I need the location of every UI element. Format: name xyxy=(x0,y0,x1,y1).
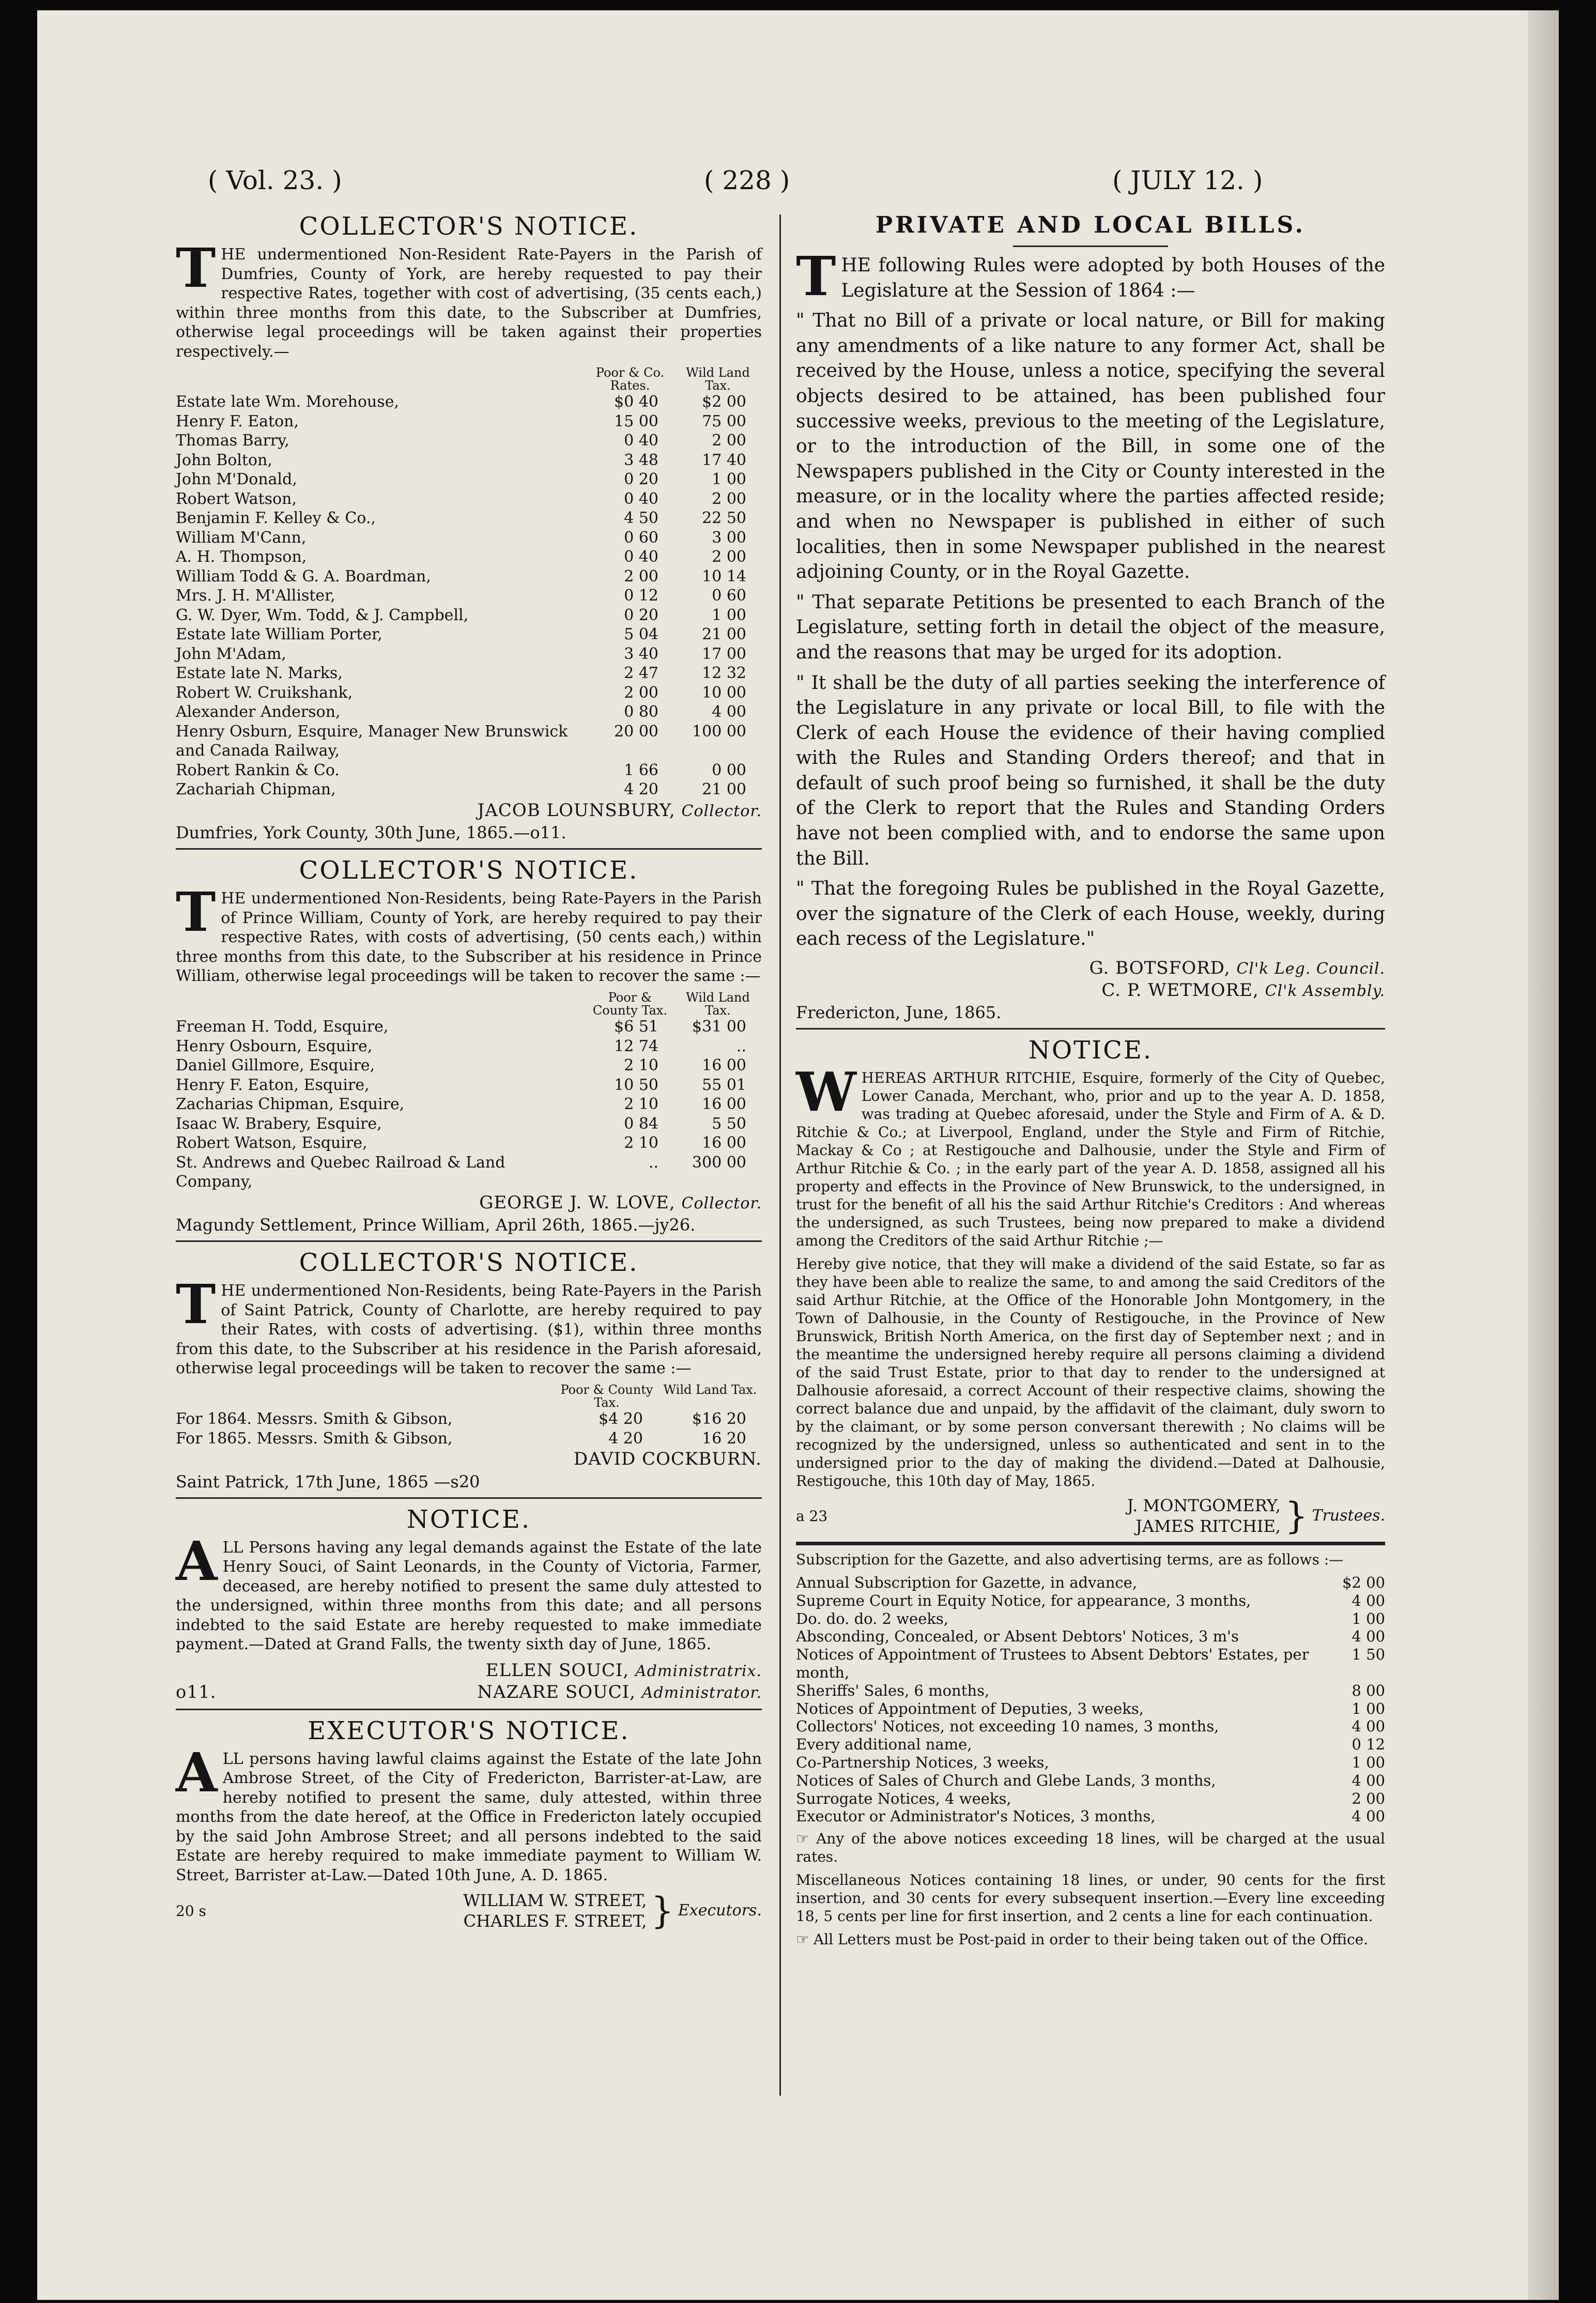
rule-paragraph: " That the foregoing Rules be published in the Royal Gazette, over the signature of the Clerk of each House, weekly, during each recess of the Legislature." xyxy=(796,878,1385,950)
signer-name: G. BOTSFORD, xyxy=(1089,958,1231,979)
notice-body: Hereby give notice, that they will make a dividend of the said Estate, so far as they have been able to realize the same, to and among the said Creditors of the said Arthur Ritchie, at the Office of the Honorable John Montgomery, in the Town of Dalhousie, in the County of Restigouche, in the Province of New Brunswick, British North America, on the first day of September next ; and in the meantime the undersigned hereby require all persons claiming a dividend of the said Trust Estate, prior to that day to render to the undersigned at Dalhousie aforesaid, a correct Account of their respective claims, showing the correct balance due and unpaid, by the affidavit of the claimant, duly sworn to by the claimant, or by some person conversant therewith ; No claims will be recognized by the undersigned, unless so authenticated and sent in to the undersigned prior to the day of making the dividend.—Dated at Dalhousie, Restigouche, this 10th day of May, 1865. xyxy=(796,1255,1385,1490)
amount-cell: 4 00 xyxy=(1352,1591,1385,1609)
brace: } xyxy=(1284,1495,1308,1538)
amount-cell: 21 00 xyxy=(702,625,746,644)
name-cell: Collectors' Notices, not exceeding 10 names, 3 months, xyxy=(796,1717,1219,1736)
signer-name: JACOB LOUNSBURY, xyxy=(477,800,676,821)
column-header: Wild Land Tax. xyxy=(686,365,750,393)
executors-notice xyxy=(176,1715,762,1932)
amount-cell: 4 00 xyxy=(1352,1807,1385,1825)
amount-cell: $6 51 xyxy=(614,1018,658,1036)
signer-role: Administratrix. xyxy=(635,1662,762,1680)
column-header: Poor & Co. Rates. xyxy=(595,365,665,393)
name-cell: Zacharias Chipman, Esquire, xyxy=(176,1095,405,1114)
table-row xyxy=(176,1076,762,1095)
notice-text: HE following Rules were adopted by both Houses of the Legislature at the Session of 1864 :— xyxy=(841,255,1385,301)
name-cell: Annual Subscription for Gazette, in advance, xyxy=(796,1574,1138,1592)
table-row xyxy=(796,1807,1385,1825)
pointing-hand-icon: ☞ xyxy=(796,1931,809,1948)
page-number: ( 228 ) xyxy=(704,165,790,195)
notice-text: LL persons having lawful claims against the Estate of the late John Ambrose Street, of the City of Fredericton, Barrister-at-Law, are hereby notified to present the same, duly attested, within three months from the date hereof, at the Office in Fredericton lately occupied by the said John Ambrose Street; and all persons indebted to the said Estate are hereby required to make immediate payment to William W. Street, Barrister at-Law.—Dated 10th June, A. D. 1865. xyxy=(176,1749,762,1884)
terms-note: Miscellaneous Notices containing 18 lines, or under, 90 cents for the first insertion, and 30 cents for every subsequent insertion.—Every line exceeding 18, 5 cents per line for first insertion, and 2 cents a line for each continuation. xyxy=(796,1871,1385,1925)
amount-cell: 0 60 xyxy=(624,528,658,547)
signer-name: GEORGE J. W. LOVE, xyxy=(479,1192,676,1213)
table-row xyxy=(176,1133,762,1153)
table-row xyxy=(796,1736,1385,1754)
pointing-hand-icon: ☞ xyxy=(796,1830,809,1848)
column-header: Poor & County Tax. xyxy=(592,990,668,1018)
insertion-code: 20 s xyxy=(176,1902,206,1920)
signer-name: ELLEN SOUCI, xyxy=(485,1660,630,1681)
divider xyxy=(1013,245,1168,247)
name-cell: Thomas Barry, xyxy=(176,432,289,450)
table-row xyxy=(176,761,762,780)
amount-cell: 1 00 xyxy=(1352,1754,1385,1771)
name-cell: William Todd & G. A. Boardman, xyxy=(176,567,431,586)
table-row xyxy=(796,1772,1385,1790)
insertion-code: o11. xyxy=(176,1682,217,1703)
table-row xyxy=(796,1592,1385,1610)
name-cell: Daniel Gillmore, Esquire, xyxy=(176,1056,375,1075)
adjacent-page-edge xyxy=(1528,10,1559,2300)
drop-cap: T xyxy=(176,236,216,300)
terms-note xyxy=(796,1930,1385,1948)
table-row xyxy=(796,1646,1385,1682)
name-cell: Notices of Appointment of Deputies, 3 weeks, xyxy=(796,1699,1144,1717)
table-row xyxy=(796,1700,1385,1718)
notice-title: EXECUTOR'S NOTICE. xyxy=(308,1716,630,1745)
table-row xyxy=(176,1095,762,1114)
notice-title: COLLECTOR'S NOTICE. xyxy=(299,856,639,885)
name-cell: William M'Cann, xyxy=(176,528,306,547)
signer-role: Cl'k Assembly. xyxy=(1265,981,1385,1000)
divider xyxy=(176,848,762,850)
signature-block xyxy=(176,1890,762,1931)
column-header: Wild Land Tax. xyxy=(686,990,750,1018)
table-row xyxy=(176,722,762,761)
amount-cell: 10 14 xyxy=(702,567,746,586)
divider xyxy=(176,1497,762,1499)
name-cell: Estate late N. Marks, xyxy=(176,664,343,683)
notice-ritchie-estate xyxy=(796,1035,1385,1537)
signer-name: WILLIAM W. STREET, xyxy=(463,1891,647,1911)
signature xyxy=(176,1660,762,1682)
column-header: Poor & County Tax. xyxy=(560,1382,653,1410)
dateline: Magundy Settlement, Prince William, April 26th, 1865.—jy26. xyxy=(176,1215,696,1235)
rates-table xyxy=(176,991,762,1192)
amount-cell: 2 00 xyxy=(712,548,746,566)
notice-text: HE undermentioned Non-Resident Rate-Payers in the Parish of Dumfries, County of York, are hereby requested to pay their respective Rates, together with cost of advertising, (35 cents each,) within three months from this date, to the Subscriber at Dumfries, otherwise legal proceedings will be taken against their properties respectively.— xyxy=(176,245,762,361)
column-divider xyxy=(779,214,781,2096)
amount-cell: 4 00 xyxy=(712,703,746,721)
amount-cell: 1 00 xyxy=(1352,1699,1385,1717)
name-cell: Henry F. Eaton, Esquire, xyxy=(176,1076,370,1094)
collector-notice-prince-william xyxy=(176,855,762,1235)
amount-cell: 5 50 xyxy=(712,1114,746,1133)
table-row xyxy=(176,470,762,489)
amount-cell: 1 00 xyxy=(712,470,746,489)
amount-cell: 16 00 xyxy=(702,1095,746,1114)
signer-role: Trustees. xyxy=(1312,1507,1385,1525)
table-row xyxy=(796,1574,1385,1592)
amount-cell: 10 00 xyxy=(702,683,746,702)
terms-note xyxy=(796,1830,1385,1866)
signer-name: CHARLES F. STREET, xyxy=(463,1911,647,1931)
name-cell: Absconding, Concealed, or Absent Debtors' Notices, 3 m's xyxy=(796,1628,1239,1646)
table-header-row xyxy=(176,991,762,1017)
table-row xyxy=(176,509,762,528)
amount-cell: 4 00 xyxy=(1352,1628,1385,1646)
amount-cell: 4 50 xyxy=(624,509,658,528)
amount-cell: $2 00 xyxy=(702,393,746,411)
table-row xyxy=(176,1114,762,1134)
table-row xyxy=(176,702,762,722)
amount-cell: 75 00 xyxy=(702,412,746,431)
amount-cell: 55 01 xyxy=(702,1076,746,1094)
drop-cap: T xyxy=(796,244,836,308)
amount-cell: 2 00 xyxy=(712,432,746,450)
table-row xyxy=(176,489,762,509)
section-title: PRIVATE AND LOCAL BILLS. xyxy=(876,212,1306,238)
table-row xyxy=(176,1409,762,1429)
terms-note-text: All Letters must be Post-paid in order to their being taken out of the Office. xyxy=(814,1931,1369,1948)
divider xyxy=(796,1542,1385,1545)
amount-cell: 0 40 xyxy=(624,489,658,508)
dateline: Saint Patrick, 17th June, 1865 —s20 xyxy=(176,1471,480,1492)
signature xyxy=(176,1681,762,1703)
table-row xyxy=(796,1682,1385,1700)
left-column xyxy=(176,207,762,1933)
signature-block xyxy=(796,1495,1385,1537)
amount-cell: 2 00 xyxy=(1352,1789,1385,1807)
table-row xyxy=(176,1153,762,1192)
amount-cell: 2 00 xyxy=(624,567,658,586)
amount-cell: 2 00 xyxy=(712,489,746,508)
name-cell: Mrs. J. H. M'Allister, xyxy=(176,587,335,605)
name-cell: G. W. Dyer, Wm. Todd, & J. Campbell, xyxy=(176,606,469,624)
name-cell: A. H. Thompson, xyxy=(176,548,307,566)
amount-cell: 10 50 xyxy=(614,1076,658,1094)
insertion-code: a 23 xyxy=(796,1507,828,1525)
brace: } xyxy=(651,1890,674,1932)
table-row xyxy=(176,412,762,432)
notice-body xyxy=(176,1529,762,1654)
table-row xyxy=(176,664,762,683)
name-cell: Notices of Appointment of Trustees to Absent Debtors' Estates, per month, xyxy=(796,1646,1309,1682)
table-row xyxy=(176,625,762,644)
notice-text: HE undermentioned Non-Residents, being Rate-Payers in the Parish of Prince William, County of York, are hereby required to pay their respective Rates, with costs of advertising, (50 cents each,) within three months from this date, to the Subscriber at his residence in Prince William, otherwise legal proceedings will be taken to recover the same :— xyxy=(176,889,762,986)
amount-cell: 16 00 xyxy=(702,1056,746,1075)
issue-date: ( JULY 12. ) xyxy=(1112,165,1263,195)
table-row xyxy=(176,780,762,800)
drop-cap: W xyxy=(796,1060,856,1124)
amount-cell: .. xyxy=(736,1037,746,1055)
amount-cell: 22 50 xyxy=(702,509,746,528)
rule-paragraph: " That separate Petitions be presented to each Branch of the Legislature, setting forth in detail the object of the measure, and the reasons that may be urged for its adoption. xyxy=(796,591,1385,663)
table-row xyxy=(176,1429,762,1449)
amount-cell: 1 66 xyxy=(624,761,658,779)
drop-cap: T xyxy=(176,1272,216,1337)
amount-cell: 0 80 xyxy=(624,703,658,721)
amount-cell: 2 10 xyxy=(624,1056,658,1075)
signature xyxy=(796,957,1385,979)
notice-souci-estate xyxy=(176,1504,762,1703)
amount-cell: 4 20 xyxy=(608,1429,643,1448)
name-cell: Notices of Sales of Church and Glebe Lands, 3 months, xyxy=(796,1771,1216,1789)
rates-table xyxy=(176,1384,762,1448)
name-cell: Benjamin F. Kelley & Co., xyxy=(176,509,376,528)
terms-table xyxy=(796,1574,1385,1825)
divider xyxy=(176,1240,762,1242)
terms-intro: Subscription for the Gazette, and also advertising terms, are as follows :— xyxy=(796,1551,1344,1569)
table-row xyxy=(176,1017,762,1037)
notice-body xyxy=(796,1060,1385,1250)
name-cell: Robert W. Cruikshank, xyxy=(176,683,353,702)
notice-body xyxy=(176,1740,762,1885)
rule-paragraph: " That no Bill of a private or local nature, or Bill for making any amendments of a like nature to any former Act, shall be received by the House, unless a notice, specifying the several objects desired to be attained, has been published four successive weeks, previous to the meeting of the Legislature, or to the introduction of the Bill, in some one of the Newspapers published in the City or County interested in the measure, or in the locality where the parties affected reside; and when no Newspaper is published in either of such localities, then in some Newspaper published in the nearest adjoining County, or in the Royal Gazette. xyxy=(796,310,1385,583)
table-row xyxy=(796,1790,1385,1808)
amount-cell: 0 40 xyxy=(624,432,658,450)
name-cell: St. Andrews and Quebec Railroad & Land Company, xyxy=(176,1153,505,1191)
amount-cell: $31 00 xyxy=(692,1018,746,1036)
name-cell: Every additional name, xyxy=(796,1736,972,1754)
amount-cell: 0 20 xyxy=(624,606,658,624)
name-cell: Alexander Anderson, xyxy=(176,703,341,721)
amount-cell: 15 00 xyxy=(614,412,658,431)
signature xyxy=(176,1192,762,1214)
name-cell: John M'Donald, xyxy=(176,470,297,489)
amount-cell: 16 20 xyxy=(702,1429,746,1448)
amount-cell: 100 00 xyxy=(692,722,746,741)
amount-cell: 3 48 xyxy=(624,451,658,469)
amount-cell: 0 12 xyxy=(624,587,658,605)
name-cell: Robert Rankin & Co. xyxy=(176,761,340,779)
dateline: Fredericton, June, 1865. xyxy=(796,1003,1002,1023)
name-cell: Do. do. do. 2 weeks, xyxy=(796,1609,949,1628)
name-cell: John M'Adam, xyxy=(176,644,286,663)
amount-cell: $2 00 xyxy=(1342,1574,1385,1592)
drop-cap: A xyxy=(176,1740,218,1804)
table-row xyxy=(176,547,762,567)
amount-cell: 0 60 xyxy=(712,587,746,605)
notice-body xyxy=(176,880,762,986)
collector-notice-dumfries xyxy=(176,211,762,843)
table-row xyxy=(176,606,762,625)
signer-name: J. MONTGOMERY, xyxy=(1127,1496,1281,1516)
amount-cell: 4 00 xyxy=(1352,1717,1385,1736)
table-row xyxy=(796,1610,1385,1628)
amount-cell: $16 20 xyxy=(692,1410,746,1429)
subscription-terms xyxy=(796,1550,1385,1948)
name-cell: Freeman H. Todd, Esquire, xyxy=(176,1018,389,1036)
divider xyxy=(796,1028,1385,1030)
amount-cell: 0 20 xyxy=(624,470,658,489)
notice-text: HE undermentioned Non-Residents, being Rate-Payers in the Parish of Saint Patrick, County of Charlotte, are hereby required to pay their Rates, with costs of advertising. ($1), within three months from this date, to the Subscriber at his residence in the Parish aforesaid, otherwise legal proceedings will be taken to recover the same :— xyxy=(176,1282,762,1378)
table-row xyxy=(176,392,762,412)
signer-name: C. P. WETMORE, xyxy=(1101,979,1259,1001)
notice-title: COLLECTOR'S NOTICE. xyxy=(299,1248,639,1278)
dateline: Dumfries, York County, 30th June, 1865.—o11. xyxy=(176,823,566,843)
table-row xyxy=(176,644,762,664)
name-cell: Robert Watson, Esquire, xyxy=(176,1134,367,1153)
name-cell: John Bolton, xyxy=(176,451,272,469)
name-cell: Robert Watson, xyxy=(176,489,297,508)
divider xyxy=(176,1709,762,1710)
name-cell: Executor or Administrator's Notices, 3 months, xyxy=(796,1807,1156,1825)
amount-cell: 4 20 xyxy=(624,780,658,799)
rates-table xyxy=(176,366,762,800)
amount-cell: 1 00 xyxy=(712,606,746,624)
signer-role: Collector. xyxy=(681,1194,762,1212)
name-cell: For 1865. Messrs. Smith & Gibson, xyxy=(176,1429,453,1448)
name-cell: Isaac W. Brabery, Esquire, xyxy=(176,1114,382,1133)
table-header-row xyxy=(176,366,762,392)
signer-role: Collector. xyxy=(681,802,762,820)
notice-title: NOTICE. xyxy=(406,1504,531,1534)
amount-cell: $4 20 xyxy=(598,1410,643,1429)
name-cell: For 1864. Messrs. Smith & Gibson, xyxy=(176,1410,453,1429)
amount-cell: 12 32 xyxy=(702,664,746,683)
name-cell: Zachariah Chipman, xyxy=(176,780,336,799)
amount-cell: 3 00 xyxy=(712,528,746,547)
volume-label: ( Vol. 23. ) xyxy=(208,165,342,195)
table-row xyxy=(176,567,762,587)
name-cell: Surrogate Notices, 4 weeks, xyxy=(796,1789,1011,1807)
name-cell: Estate late Wm. Morehouse, xyxy=(176,393,400,411)
signer-role: Administrator. xyxy=(641,1684,762,1702)
table-header-row xyxy=(176,1384,762,1409)
notice-body xyxy=(176,1272,762,1378)
page-header xyxy=(37,165,1559,207)
column-header: Wild Land Tax. xyxy=(663,1382,757,1397)
signer-role: Executors. xyxy=(678,1901,762,1920)
amount-cell: 2 10 xyxy=(624,1134,658,1153)
amount-cell: 20 00 xyxy=(614,722,658,741)
signature xyxy=(796,979,1385,1002)
amount-cell: 1 00 xyxy=(1352,1609,1385,1628)
name-cell: Henry Osbourn, Esquire, xyxy=(176,1037,373,1055)
name-cell: Co-Partnership Notices, 3 weeks, xyxy=(796,1754,1049,1771)
intro-paragraph xyxy=(796,244,1385,308)
amount-cell: 21 00 xyxy=(702,780,746,799)
table-row xyxy=(176,1037,762,1056)
rule-paragraph: " It shall be the duty of all parties seeking the interference of the Legislature in any private or local Bill, to file with the Clerk of each House the evidence of their having complied with the Rules and Standing Orders thereof; and that in default of such proof being so furnished, it shall be the duty of the Clerk to report that the Rules and Standing Orders have not been complied with, and to endorse the same upon the Bill. xyxy=(796,672,1385,869)
signer-name: NAZARE SOUCI, xyxy=(477,1682,636,1703)
table-row xyxy=(796,1717,1385,1736)
table-row xyxy=(176,528,762,548)
name-cell: Estate late William Porter, xyxy=(176,625,382,644)
amount-cell: 17 40 xyxy=(702,451,746,469)
collector-notice-saint-patrick xyxy=(176,1247,762,1492)
amount-cell: 2 00 xyxy=(624,683,658,702)
amount-cell: 5 04 xyxy=(624,625,658,644)
name-cell: Sheriffs' Sales, 6 months, xyxy=(796,1681,990,1699)
notice-title: NOTICE. xyxy=(1028,1036,1153,1065)
amount-cell: 2 10 xyxy=(624,1095,658,1114)
amount-cell: 17 00 xyxy=(702,644,746,663)
drop-cap: A xyxy=(176,1529,218,1593)
drop-cap: T xyxy=(176,880,216,944)
amount-cell: 0 84 xyxy=(624,1114,658,1133)
signature xyxy=(176,800,762,822)
notice-title: COLLECTOR'S NOTICE. xyxy=(299,212,639,241)
table-row xyxy=(176,451,762,470)
notice-body xyxy=(176,236,762,361)
amount-cell: 0 40 xyxy=(624,548,658,566)
table-row xyxy=(176,586,762,606)
name-cell: Henry F. Eaton, xyxy=(176,412,299,431)
newspaper-page xyxy=(37,10,1559,2300)
table-row xyxy=(176,1056,762,1076)
amount-cell: 300 00 xyxy=(692,1153,746,1172)
notice-text: LL Persons having any legal demands against the Estate of the late Henry Souci, of Saint Leonards, in the County of Victoria, Farmer, deceased, are hereby notified to present the same duly attested to the undersigned, within three months from this date; and all persons indebted to the said Estate are hereby requested to make immediate payment.—Dated at Grand Falls, the twenty sixth day of June, 1865. xyxy=(176,1538,762,1654)
amount-cell: $0 40 xyxy=(614,393,658,411)
table-row xyxy=(176,431,762,451)
table-row xyxy=(796,1628,1385,1646)
right-column xyxy=(796,207,1385,1954)
signer-name: DAVID COCKBURN. xyxy=(573,1449,762,1470)
amount-cell: 0 12 xyxy=(1352,1736,1385,1754)
name-cell: Henry Osburn, Esquire, Manager New Brunswick and Canada Railway, xyxy=(176,722,568,760)
notice-text: HEREAS ARTHUR RITCHIE, Esquire, formerly of the City of Quebec, Lower Canada, Merchant, who, prior and up to the year A. D. 1858, was trading at Quebec aforesaid, under the Style and Firm of A. & D. Ritchie & Co.; at Liverpool, England, under the Style and Firm of Ritchie, Mackay & Co ; at Restigouche and Dalhousie, under the Style and Firm of Arthur Ritchie & Co. ; in the early part of the year A. D. 1858, assigned all his property and effects in the Province of New Brunswick, to the undersigned, in trust for the benefit of all his the said Arthur Ritchie's Creditors : And whereas the undersigned, as such Trustees, being now prepared to make a dividend among the Creditors of the said Arthur Ritchie ;— xyxy=(796,1069,1385,1250)
terms-note-text: Any of the above notices exceeding 18 lines, will be charged at the usual rates. xyxy=(796,1830,1385,1866)
name-cell: Supreme Court in Equity Notice, for appearance, 3 months, xyxy=(796,1591,1251,1609)
amount-cell: 2 47 xyxy=(624,664,658,683)
amount-cell: 3 40 xyxy=(624,644,658,663)
amount-cell: 1 50 xyxy=(1352,1646,1385,1664)
private-local-bills xyxy=(796,211,1385,1023)
amount-cell: 16 00 xyxy=(702,1134,746,1153)
signer-role: Cl'k Leg. Council. xyxy=(1236,960,1385,978)
signer-name: JAMES RITCHIE, xyxy=(1135,1516,1281,1537)
table-row xyxy=(796,1754,1385,1772)
amount-cell: 8 00 xyxy=(1352,1681,1385,1699)
amount-cell: 0 00 xyxy=(712,761,746,779)
amount-cell: .. xyxy=(648,1153,658,1172)
amount-cell: 12 74 xyxy=(614,1037,658,1055)
table-row xyxy=(176,683,762,703)
amount-cell: 4 00 xyxy=(1352,1771,1385,1789)
